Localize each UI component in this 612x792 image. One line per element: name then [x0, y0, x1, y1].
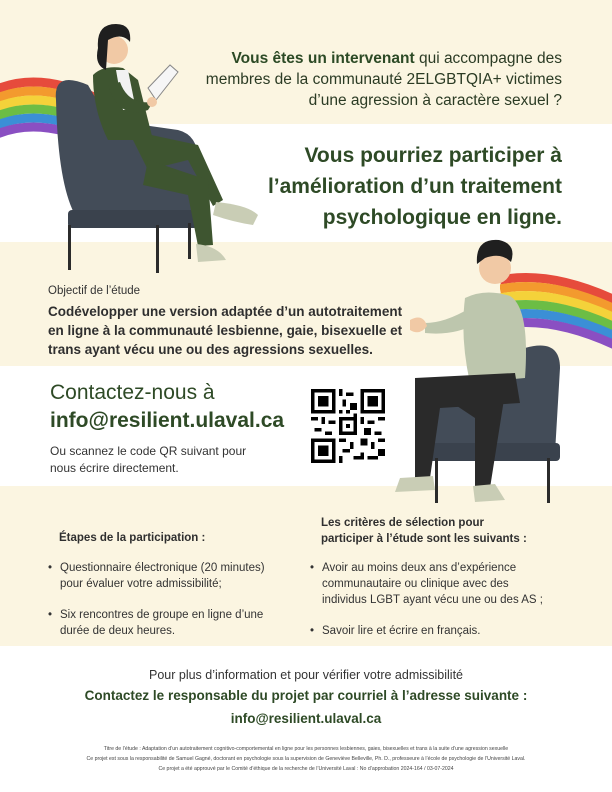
criteria-title-line1: Les critères de sélection pour [321, 517, 484, 529]
headline-line2: l’amélioration d’un traitement [267, 175, 562, 198]
criteria-section [310, 515, 570, 654]
steps-section [48, 530, 288, 654]
criteria-title-line2: participer à l’étude sont les suivants : [321, 533, 527, 545]
objective-line1: Codévelopper une version adaptée d’un autotraitement [48, 304, 403, 319]
headline-line1: Vous pourriez participer à [304, 144, 562, 167]
headline [232, 140, 562, 233]
intro-line2: membres de la communauté 2ELGBTQIA+ victimes [205, 71, 562, 88]
intro-rest: qui accompagne des [414, 50, 562, 67]
fine-print-title: Titre de l’étude : Adaptation d’un autotraitement cognitivo-comportemental en ligne pour les personnes lesbiennes, gaies, bisexuelles et trans à la suite d’une agression sexuelle [103, 746, 509, 752]
headline-line3: psychologique en ligne. [322, 206, 562, 229]
list-item [48, 560, 288, 592]
list-item [310, 623, 570, 639]
criterion-2-line1: Savoir lire et écrire en français. [322, 625, 481, 637]
footer-email-link[interactable]: info@resilient.ulaval.ca [230, 711, 382, 726]
steps-title: Étapes de la participation : [59, 532, 206, 544]
footer-contact: Contactez le responsable du projet par courriel à l’adresse suivante : [84, 688, 528, 703]
step-1-line2: pour évaluer votre admissibilité; [60, 578, 222, 590]
list-item [48, 607, 288, 639]
objective-text [48, 302, 408, 359]
contact-email-link[interactable]: info@resilient.ulaval.ca [50, 409, 285, 432]
criteria-list [310, 560, 570, 639]
intro-question [162, 48, 562, 111]
scan-line2: nous écrire directement. [50, 461, 179, 475]
list-item [310, 560, 570, 608]
criterion-1-line3: individus LGBT ayant vécu une ou des AS ; [322, 594, 543, 606]
criterion-1-line1: Avoir au moins deux ans d’expérience [322, 562, 517, 574]
scan-line1: Ou scannez le code QR suivant pour [50, 444, 247, 458]
objective-label: Objectif de l’étude [48, 285, 141, 297]
fine-print-ethics: Ce projet a été approuvé par le Comité d’éthique de la recherche de l’Université Laval : No d’approbation 2024-164 / 03-07-2024 [158, 766, 454, 772]
criterion-1-line2: communautaire ou clinique avec des [322, 578, 509, 590]
steps-list [48, 560, 288, 639]
footer-info: Pour plus d’information et pour vérifier votre admissibilité [148, 668, 464, 682]
criteria-title [321, 515, 570, 547]
qr-code-icon[interactable] [311, 389, 385, 463]
step-2-line1: Six rencontres de groupe en ligne d’une [60, 609, 264, 621]
objective-line3: trans ayant vécu une ou des agressions sexuelles. [48, 342, 373, 357]
intro-bold: Vous êtes un intervenant [231, 50, 415, 67]
intro-line3: d’une agression à caractère sexuel ? [308, 92, 562, 109]
objective-line2: en ligne à la communauté lesbienne, gaie, bisexuelle et [48, 323, 403, 338]
contact-title: Contactez-nous à [50, 381, 215, 404]
scan-instructions [50, 443, 260, 477]
fine-print-responsible: Ce projet est sous la responsabilité de Samuel Gagné, doctorant en psychologie sous la supervision de Geneviève Belleville, Ph. D., professeure à l’école de psychologie de l’Université Laval. [86, 756, 526, 762]
man-illustration [395, 228, 570, 513]
step-2-line2: durée de deux heures. [60, 625, 176, 637]
step-1-line1: Questionnaire électronique (20 minutes) [60, 562, 265, 574]
